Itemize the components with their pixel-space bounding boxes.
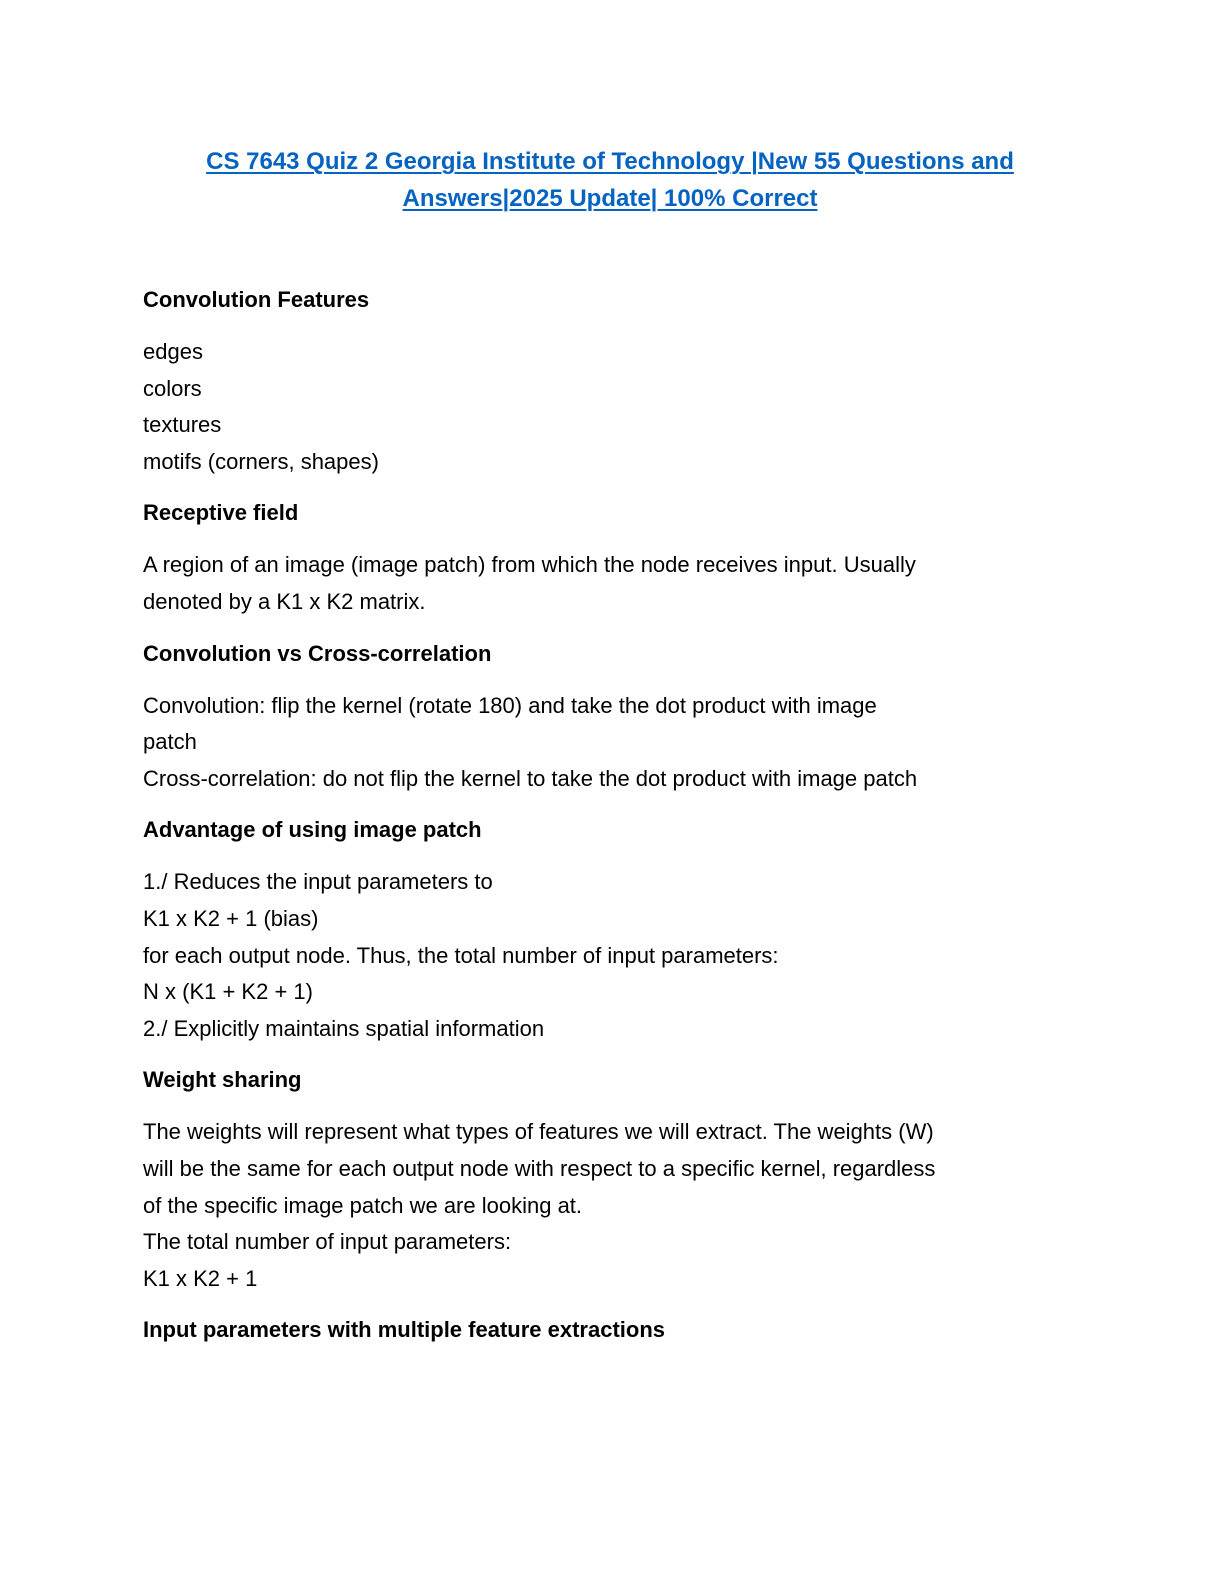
answer-block xyxy=(143,547,1083,620)
answer-line: N x (K1 + K2 + 1) xyxy=(143,979,313,1005)
answer-block xyxy=(143,688,1083,798)
answer-line: 1./ Reduces the input parameters to xyxy=(143,869,493,895)
answer-line: of the specific image patch we are looking at. xyxy=(143,1192,583,1218)
answer-line: edges xyxy=(143,339,203,364)
answer-line: A region of an image (image patch) from which the node receives input. Usually xyxy=(143,552,916,578)
question-heading: Convolution Features xyxy=(143,287,370,312)
document-title[interactable] xyxy=(170,143,1050,217)
answer-block xyxy=(143,864,1083,1047)
answer-line: will be the same for each output node with respect to a specific kernel, regardless xyxy=(143,1155,936,1181)
answer-line: Convolution: flip the kernel (rotate 180) and take the dot product with image xyxy=(143,692,877,718)
answer-line: motifs (corners, shapes) xyxy=(143,448,379,474)
answer-line: Cross-correlation: do not flip the kernel to take the dot product with image patch xyxy=(143,765,918,791)
answer-line: colors xyxy=(143,375,202,401)
title-line-1[interactable]: CS 7643 Quiz 2 Georgia Institute of Technology |New 55 Questions and xyxy=(206,148,1014,175)
answer-line: The total number of input parameters: xyxy=(143,1229,512,1255)
title-line-2[interactable]: Answers|2025 Update| 100% Correct xyxy=(402,185,818,212)
answer-line: for each output node. Thus, the total number of input parameters: xyxy=(143,942,779,968)
question-heading: Input parameters with multiple feature extractions xyxy=(143,1317,666,1343)
answer-line: 2./ Explicitly maintains spatial information xyxy=(143,1015,545,1041)
question-heading: Convolution vs Cross-correlation xyxy=(143,640,492,666)
answer-block xyxy=(143,1114,1083,1297)
answer-line: K1 x K2 + 1 (bias) xyxy=(143,905,319,931)
answer-line: K1 x K2 + 1 xyxy=(143,1265,258,1291)
question-heading: Receptive field xyxy=(143,500,299,526)
document-body xyxy=(143,282,1083,1364)
title-link[interactable] xyxy=(206,148,1014,212)
answer-line: textures xyxy=(143,412,222,438)
answer-block xyxy=(143,334,1083,480)
question-heading: Weight sharing xyxy=(143,1067,302,1093)
question-heading: Advantage of using image patch xyxy=(143,817,482,843)
answer-line: denoted by a K1 x K2 matrix. xyxy=(143,588,426,614)
answer-line: The weights will represent what types of features we will extract. The weights (W) xyxy=(143,1119,934,1145)
answer-line: patch xyxy=(143,729,197,755)
